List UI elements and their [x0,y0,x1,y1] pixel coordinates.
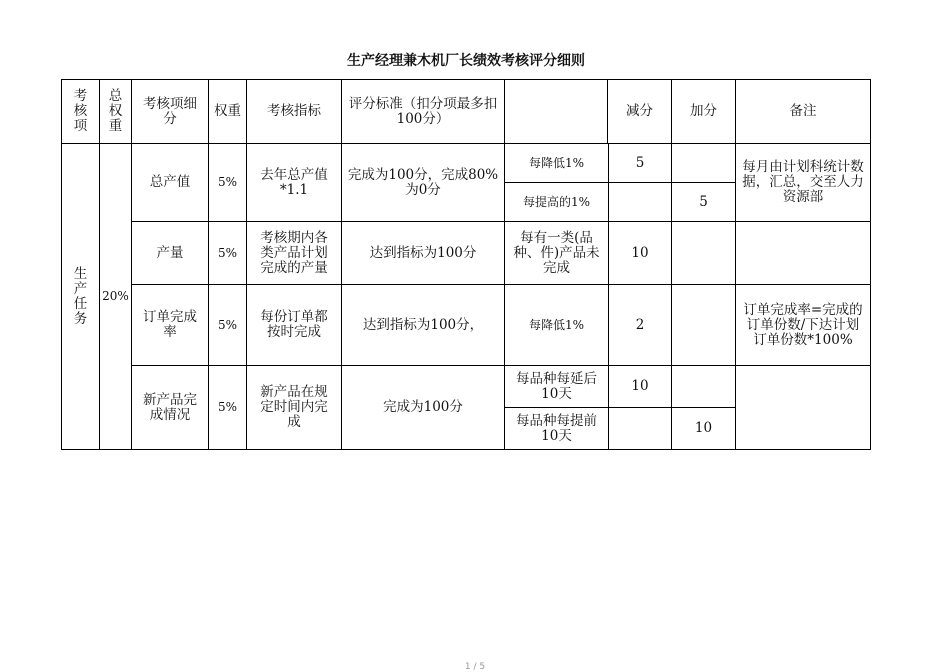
deduct-new-product-b [609,408,672,450]
indicator-new-product: 新产品在规定时间内完成 [247,366,342,450]
detail-output-value: 总产值 [132,144,209,222]
header-row [62,80,871,144]
standard-quantity: 达到指标为100分 [342,222,505,285]
table-row [62,366,871,408]
standard-output-value: 完成为100分，完成80%为0分 [342,144,505,222]
add-quantity [672,222,736,285]
assessment-table [61,79,871,450]
sheet-title: 生产经理兼木机厂长绩效考核评分细则 [347,53,585,69]
indicator-order-rate: 每份订单都按时完成 [247,285,342,366]
sub-quantity: 每有一类(品种、件)产品未完成 [505,222,609,285]
header-total-weight: 总权重 [100,80,132,144]
deduct-new-product-a: 10 [609,366,672,408]
header-deduct-label: 减分 [607,80,671,143]
sub-output-value-b: 每提高的1% [505,183,609,222]
header-standard: 评分标准（扣分项最多扣100分） [342,80,505,144]
header-add: 加分 [672,80,736,144]
weight-new-product: 5% [209,366,247,450]
category-total-weight: 20% [100,144,132,450]
weight-output-value: 5% [209,144,247,222]
header-sub-blank [505,80,607,143]
note-order-rate: 订单完成率=完成的订单份数/下达计划订单份数*100% [736,285,871,366]
indicator-output-value: 去年总产值*1.1 [247,144,342,222]
table-row [62,222,871,285]
deduct-output-value-b [609,183,672,222]
header-item: 考核项 [62,80,100,144]
note-output-value: 每月由计划科统计数据，汇总，交至人力资源部 [736,144,871,222]
sub-new-product-a: 每品种每延后10天 [505,366,609,408]
deduct-order-rate: 2 [609,285,672,366]
sub-output-value-a: 每降低1% [505,144,609,183]
add-order-rate [672,285,736,366]
indicator-quantity: 考核期内各类产品计划完成的产量 [247,222,342,285]
page-number: 1 / 5 [464,662,486,672]
add-output-value-b: 5 [672,183,736,222]
detail-order-rate: 订单完成率 [132,285,209,366]
weight-order-rate: 5% [209,285,247,366]
header-indicator: 考核指标 [247,80,342,144]
sub-new-product-b: 每品种每提前10天 [505,408,609,450]
detail-new-product: 新产品完成情况 [132,366,209,450]
add-new-product-a [672,366,736,408]
note-new-product [736,366,871,450]
add-new-product-b: 10 [672,408,736,450]
weight-quantity: 5% [209,222,247,285]
standard-order-rate: 达到指标为100分， [342,285,505,366]
table-row [62,285,871,366]
sub-order-rate: 每降低1% [505,285,609,366]
header-deduct [505,80,672,144]
deduct-output-value-a: 5 [609,144,672,183]
table-row [62,144,871,183]
category-name: 生产任务 [62,144,100,450]
header-notes: 备注 [736,80,871,144]
deduct-quantity: 10 [609,222,672,285]
add-output-value-a [672,144,736,183]
header-detail: 考核项细分 [132,80,209,144]
standard-new-product: 完成为100分 [342,366,505,450]
detail-quantity: 产量 [132,222,209,285]
note-quantity [736,222,871,285]
header-weight: 权重 [209,80,247,144]
